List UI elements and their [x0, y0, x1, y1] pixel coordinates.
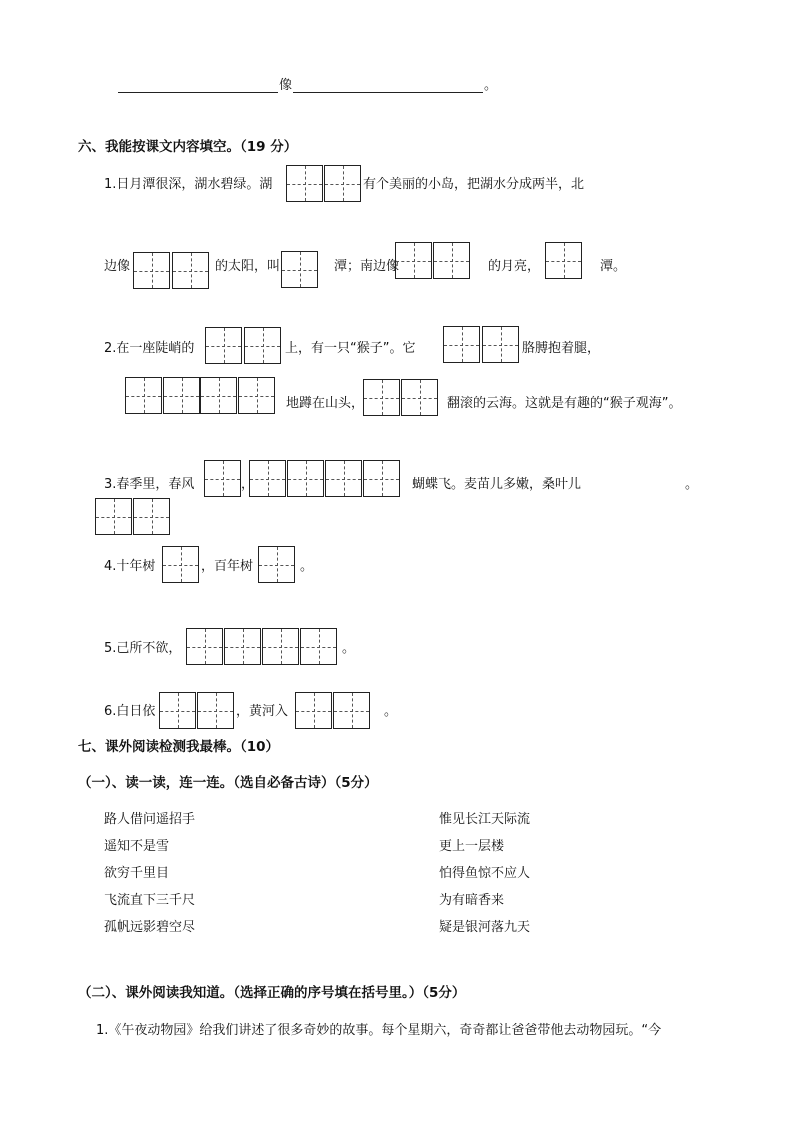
- writing-box[interactable]: [262, 628, 299, 665]
- writing-box[interactable]: [224, 628, 261, 665]
- q1-text-a: 1.日月潭很深，湖水碧绿。湖: [104, 177, 273, 192]
- q5-text-b: 。: [342, 641, 356, 656]
- q1-text-d: 的太阳，叫: [215, 259, 281, 274]
- writing-box[interactable]: [545, 242, 582, 279]
- writing-box[interactable]: [363, 460, 400, 497]
- q2-text-b: 上，有一只“猴子”。它: [285, 341, 416, 356]
- poem-right-line: 为有暗香来: [439, 893, 505, 908]
- q4-text-b: ，百年树: [201, 559, 254, 574]
- writing-box[interactable]: [238, 377, 275, 414]
- poem-left-line: 孤帆远影碧空尽: [104, 920, 196, 935]
- writing-box[interactable]: [244, 327, 281, 364]
- writing-box[interactable]: [287, 460, 324, 497]
- q4-text-a: 4.十年树: [104, 559, 156, 574]
- q3-text-a: 3.春季里，春风: [104, 477, 195, 492]
- section7-heading: 七、课外阅读检测我最棒。（10）: [78, 739, 280, 755]
- q2-text-c: 胳膊抱着腿，: [522, 341, 601, 356]
- q2-text-d: 地蹲在山头，: [286, 396, 365, 411]
- writing-box[interactable]: [133, 252, 170, 289]
- xiang-text: 像: [279, 78, 293, 93]
- poem-left-line: 遥知不是雪: [104, 839, 170, 854]
- poem-left-line: 欲穷千里目: [104, 866, 170, 881]
- writing-box[interactable]: [324, 165, 361, 202]
- writing-box[interactable]: [172, 252, 209, 289]
- part2-heading: （二）、课外阅读我知道。（选择正确的序号填在括号里。）（5分）: [78, 985, 466, 1001]
- poem-right-line: 惟见长江天际流: [439, 812, 531, 827]
- q6-text-b: ，黄河入: [236, 704, 289, 719]
- q1-text-g: 潭。: [600, 259, 627, 274]
- writing-box[interactable]: [286, 165, 323, 202]
- q1-text-b: 有个美丽的小岛，把湖水分成两半，北: [363, 177, 585, 192]
- writing-box[interactable]: [395, 242, 432, 279]
- writing-box[interactable]: [159, 692, 196, 729]
- writing-box[interactable]: [186, 628, 223, 665]
- writing-box[interactable]: [205, 327, 242, 364]
- writing-box[interactable]: [281, 251, 318, 288]
- writing-box[interactable]: [163, 377, 200, 414]
- section6-heading: 六、我能按课文内容填空。（19 分）: [78, 139, 298, 155]
- writing-box[interactable]: [249, 460, 286, 497]
- poem-left-line: 飞流直下三千尺: [104, 893, 196, 908]
- writing-box[interactable]: [443, 326, 480, 363]
- writing-box[interactable]: [300, 628, 337, 665]
- poem-right-line: 疑是银河落九天: [439, 920, 531, 935]
- writing-box[interactable]: [482, 326, 519, 363]
- q1-text-f: 的月亮，: [488, 259, 541, 274]
- poem-right-line: 更上一层楼: [439, 839, 505, 854]
- q2-text-e: 翻滚的云海。这就是有趣的“猴子观海”。: [447, 396, 682, 411]
- writing-box[interactable]: [197, 692, 234, 729]
- writing-box[interactable]: [204, 460, 241, 497]
- blank-line-left[interactable]: [118, 92, 278, 93]
- writing-box[interactable]: [363, 379, 400, 416]
- writing-box[interactable]: [162, 546, 199, 583]
- writing-box[interactable]: [133, 498, 170, 535]
- part2-question-1: 1.《午夜动物园》给我们讲述了很多奇妙的故事。每个星期六，奇奇都让爸爸带他去动物园玩。“今: [96, 1023, 662, 1038]
- q3-text-b: ，: [241, 477, 255, 492]
- q4-text-c: 。: [300, 559, 314, 574]
- writing-box[interactable]: [333, 692, 370, 729]
- part1-heading: （一）、读一读，连一连。（选自必备古诗）（5分）: [78, 775, 378, 791]
- q3-text-c: 蝴蝶飞。麦苗儿多嫩，桑叶儿: [412, 477, 582, 492]
- q6-text-a: 6.白日依: [104, 704, 156, 719]
- writing-box[interactable]: [258, 546, 295, 583]
- q2-text-a: 2.在一座陡峭的: [104, 341, 195, 356]
- writing-box[interactable]: [95, 498, 132, 535]
- writing-box[interactable]: [125, 377, 162, 414]
- q3-text-d: 。: [685, 477, 699, 492]
- writing-box[interactable]: [433, 242, 470, 279]
- q6-text-c: 。: [384, 704, 398, 719]
- q5-text-a: 5.己所不欲，: [104, 641, 182, 656]
- period-text: 。: [484, 78, 498, 93]
- writing-box[interactable]: [401, 379, 438, 416]
- writing-box[interactable]: [295, 692, 332, 729]
- q1-text-e: 潭；南边像: [334, 259, 400, 274]
- writing-box[interactable]: [325, 460, 362, 497]
- poem-left-line: 路人借问遥招手: [104, 812, 196, 827]
- blank-line-right[interactable]: [293, 92, 483, 93]
- poem-right-line: 怕得鱼惊不应人: [439, 866, 531, 881]
- q1-text-c: 边像: [104, 259, 131, 274]
- writing-box[interactable]: [200, 377, 237, 414]
